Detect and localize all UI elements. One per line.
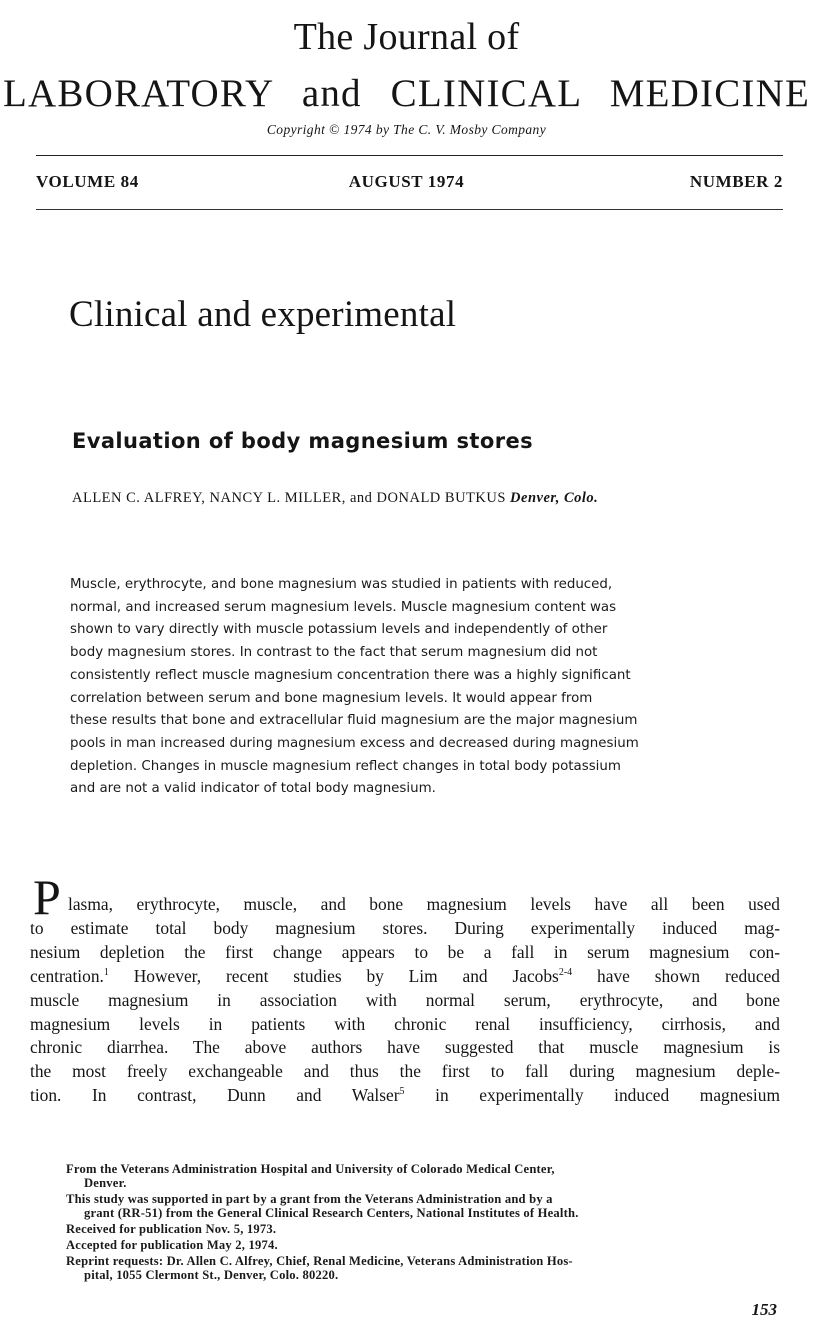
abstract-line: normal, and increased serum magnesium levels. Muscle magnesium content was xyxy=(70,599,617,615)
abstract-line: body magnesium stores. In contrast to the fact that serum magnesium did not xyxy=(70,645,598,661)
footnote-accepted: Accepted for publication May 2, 1974. xyxy=(66,1238,278,1252)
body-line: the most freely exchangeable and thus the first to fall during magnesium deple- xyxy=(30,1061,780,1082)
footnote-received: Received for publication Nov. 5, 1973. xyxy=(66,1222,277,1236)
abstract-line: pools in man increased during magnesium excess and decreased during magnesium xyxy=(70,735,639,751)
body-line: tion. In contrast, Dunn and Walser$^5$ in experimentally induced magnesium xyxy=(30,1085,780,1106)
abstract-line: shown to vary directly with muscle potassium levels and independently of other xyxy=(70,622,608,638)
footnote-reprint: Reprint requests: Dr. Allen C. Alfrey, Chief, Renal Medicine, Veterans Administration Hos- pital, 1055 Clermont St., Denver, Colo. 80220. xyxy=(66,1254,573,1282)
citation-ref: 5 xyxy=(399,1086,405,1098)
abstract xyxy=(70,574,760,801)
journal-title-line1: The Journal of xyxy=(293,16,520,58)
body-line: to estimate total body magnesium stores. During experimentally induced mag- xyxy=(30,917,780,938)
article-title: Evaluation of body magnesium stores xyxy=(72,429,533,453)
body-line: nesium depletion the first change appears to be a fall in serum magnesium con- xyxy=(30,941,780,962)
footnotes xyxy=(66,1162,782,1284)
body-line: lasma, erythrocyte, muscle, and bone magnesium levels have all been used xyxy=(68,894,780,914)
issue-number: NUMBER 2 xyxy=(689,172,783,191)
page-number: 153 xyxy=(751,1300,777,1319)
abstract-line: consistently reflect muscle magnesium concentration there was a highly significant xyxy=(70,667,631,683)
copyright-notice: Copyright © 1974 by The C. V. Mosby Company xyxy=(266,122,547,137)
author-names: ALLEN C. ALFREY, NANCY L. MILLER, and DONALD BUTKUS xyxy=(72,490,506,506)
issue-volume: VOLUME 84 xyxy=(36,172,139,191)
header-rule-top xyxy=(36,155,783,156)
drop-cap: P xyxy=(33,869,61,925)
body-line: magnesium levels in patients with chronic renal insufficiency, cirrhosis, and xyxy=(30,1013,780,1034)
issue-date: AUGUST 1974 xyxy=(348,172,465,191)
footnote-support: This study was supported in part by a grant from the Veterans Administration and by a grant (RR-51) from the General Clinical Research Centers, National Institutes of Health. xyxy=(66,1192,579,1220)
section-heading: Clinical and experimental xyxy=(69,294,457,335)
abstract-line: depletion. Changes in muscle magnesium reflect changes in total body potassium xyxy=(70,758,621,774)
abstract-line: and are not a valid indicator of total body magnesium. xyxy=(70,781,436,797)
journal-title-line2: LABORATORY and CLINICAL MEDICINE xyxy=(2,72,810,115)
header-rule-bottom xyxy=(36,209,783,210)
citation-ref: 1 xyxy=(103,966,109,978)
body-line: centration.$^1$ However, recent studies by Lim and Jacobs$^{2-4}$ have shown reduced xyxy=(30,965,781,986)
body-line: chronic diarrhea. The above authors have suggested that muscle magnesium is xyxy=(30,1037,780,1058)
author-location: Denver, Colo. xyxy=(510,490,599,506)
abstract-line: Muscle, erythrocyte, and bone magnesium was studied in patients with reduced, xyxy=(70,577,613,592)
abstract-line: these results that bone and extracellular fluid magnesium are the major magnesium xyxy=(70,713,638,729)
body-line: muscle magnesium in association with normal serum, erythrocyte, and bone xyxy=(30,989,780,1010)
citation-ref: 2-4 xyxy=(558,966,573,978)
author-line xyxy=(72,490,598,507)
body-paragraph xyxy=(30,893,780,1108)
abstract-line: correlation between serum and bone magnesium levels. It would appear from xyxy=(70,690,593,706)
footnote-affiliation: From the Veterans Administration Hospital and University of Colorado Medical Center, Denver. xyxy=(66,1162,555,1190)
